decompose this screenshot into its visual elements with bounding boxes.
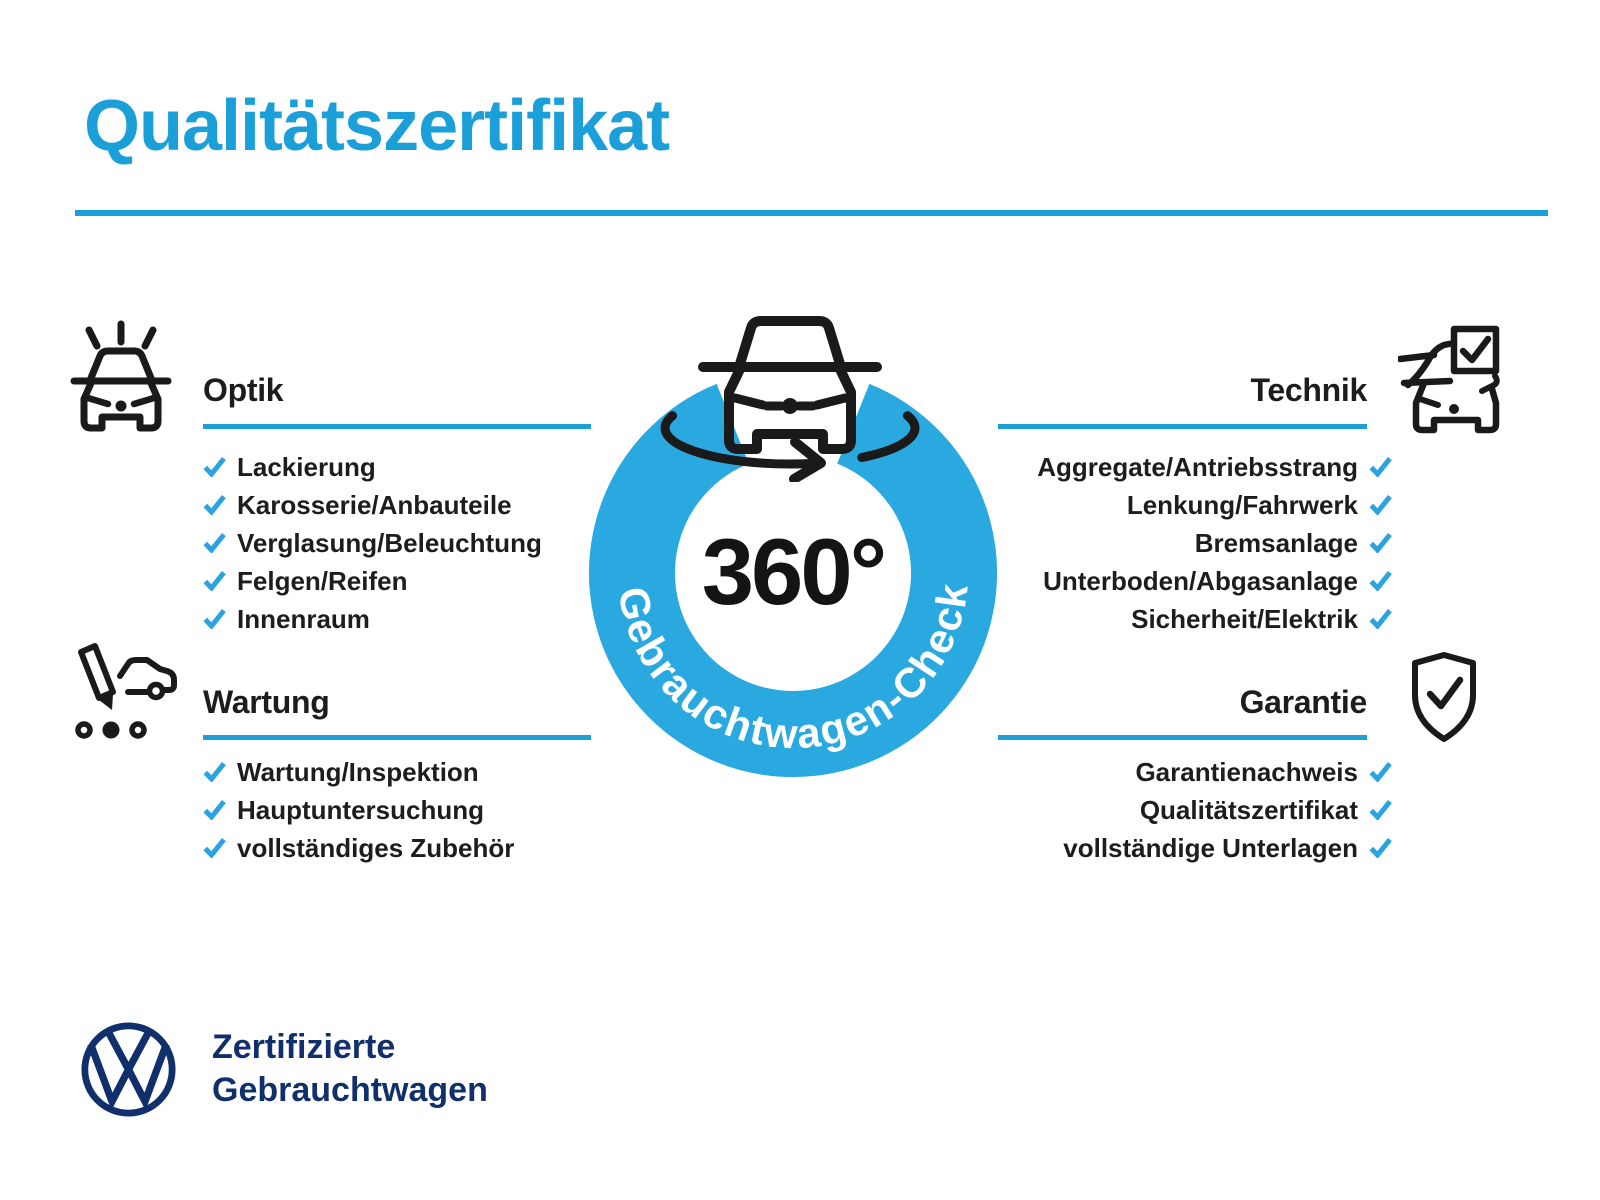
section-title-technik: Technik: [1250, 372, 1367, 408]
check-item-label: vollständige Unterlagen: [1063, 832, 1358, 863]
check-item-label: Unterboden/Abgasanlage: [1043, 565, 1358, 596]
check-item: [900, 486, 1392, 524]
check-item-label: Lenkung/Fahrwerk: [1126, 489, 1358, 520]
check-icon: [203, 571, 226, 591]
check-icon: [1369, 609, 1392, 629]
check-item-label: Sicherheit/Elektrik: [1131, 603, 1358, 634]
check-item: [900, 524, 1392, 562]
check-icon: [203, 457, 226, 477]
check-item-label: Karosserie/Anbauteile: [237, 489, 512, 520]
check-item: [900, 448, 1392, 486]
check-item-label: Verglasung/Beleuchtung: [237, 527, 542, 558]
vw-logo: [80, 1021, 177, 1118]
header-divider: [75, 210, 1548, 216]
check-icon: [203, 495, 226, 515]
check-item: [203, 791, 514, 829]
check-icon: [1369, 571, 1392, 591]
garantie-checklist: [900, 753, 1392, 867]
section-title-optik: Optik: [203, 372, 284, 408]
check-item: [203, 600, 542, 638]
section-underline: [203, 735, 591, 740]
check-icon: [1369, 533, 1392, 553]
section-underline: [998, 735, 1367, 740]
shield-check-icon: [1408, 650, 1480, 744]
check-item: [900, 600, 1392, 638]
check-item: [203, 486, 542, 524]
section-title-garantie: Garantie: [1239, 684, 1367, 720]
check-item-label: Garantienachweis: [1135, 756, 1358, 787]
check-item: [900, 562, 1392, 600]
check-icon: [203, 800, 226, 820]
check-item: [203, 562, 542, 600]
check-icon: [1369, 457, 1392, 477]
check-item-label: Lackierung: [237, 451, 376, 482]
check-item: [203, 753, 514, 791]
brand-line2: Gebrauchtwagen: [212, 1071, 488, 1109]
check-item-label: Qualitätszertifikat: [1139, 794, 1358, 825]
check-icon: [203, 838, 226, 858]
technik-checklist: [900, 448, 1392, 638]
check-item: [203, 524, 542, 562]
check-item-label: Hauptuntersuchung: [237, 794, 484, 825]
car-360-rotation-icon: [645, 310, 935, 482]
brand-line1: Zertifizierte: [212, 1028, 396, 1066]
check-item: [900, 829, 1392, 867]
optik-checklist: [203, 448, 542, 638]
ring-label: Gebrauchtwagen-Check: [609, 579, 978, 758]
check-item: [900, 753, 1392, 791]
wartung-checklist: [203, 753, 514, 867]
check-icon: [1369, 495, 1392, 515]
check-icon: [203, 609, 226, 629]
check-item-label: Felgen/Reifen: [237, 565, 408, 596]
check-item: [900, 791, 1392, 829]
check-item-label: vollständiges Zubehör: [237, 832, 515, 863]
brand-text: [212, 1026, 488, 1112]
pencil-car-checklist-icon: [68, 642, 178, 742]
section-underline: [203, 424, 591, 429]
check-icon: [1369, 800, 1392, 820]
check-icon: [1369, 838, 1392, 858]
page-title: Qualitätszertifikat: [84, 86, 670, 166]
check-item: [203, 448, 542, 486]
section-underline: [998, 424, 1367, 429]
check-item-label: Aggregate/Antriebsstrang: [1037, 451, 1358, 482]
check-item-label: Innenraum: [237, 603, 370, 634]
check-item-label: Wartung/Inspektion: [237, 756, 479, 787]
check-item-label: Bremsanlage: [1194, 527, 1358, 558]
car-shine-icon: [64, 318, 179, 436]
section-title-wartung: Wartung: [203, 684, 330, 720]
check-icon: [1369, 762, 1392, 782]
degrees-label: 360°: [701, 519, 885, 624]
car-checkbox-icon: [1398, 325, 1500, 435]
check-item: [203, 829, 514, 867]
check-icon: [203, 533, 226, 553]
check-icon: [203, 762, 226, 782]
